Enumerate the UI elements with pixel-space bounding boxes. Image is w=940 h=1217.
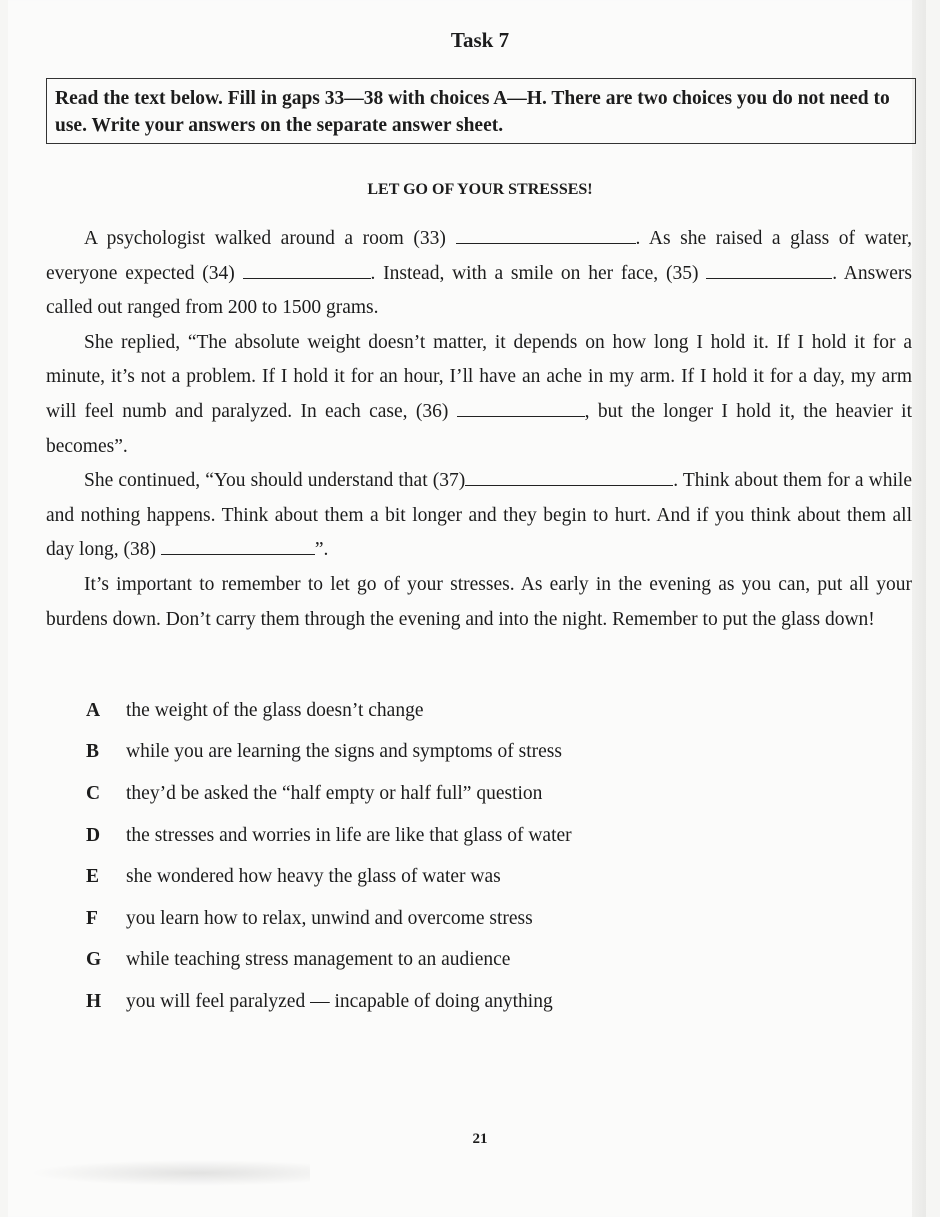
gap-35[interactable] [706, 258, 832, 279]
option-text: you learn how to relax, unwind and overcome stress [126, 907, 533, 929]
option-e [86, 856, 846, 898]
scan-smudge [30, 1160, 310, 1186]
option-text: the stresses and worries in life are like that glass of water [126, 824, 572, 846]
gap-33[interactable] [456, 223, 636, 244]
gap-36[interactable] [457, 396, 585, 417]
option-letter: C [86, 782, 101, 804]
answer-options [86, 690, 846, 1023]
option-text: you will feel paralyzed — incapable of doing anything [126, 990, 553, 1012]
paragraph-1: A psychologist walked around a room (33) . As she raised a glass of water, everyone expected (34) . Instead, with a smile on her face, (35) . Answers called out ranged from 200 to 1500 grams. [46, 222, 912, 326]
reading-text [46, 222, 912, 637]
option-c [86, 773, 846, 815]
paragraph-3: She continued, “You should understand that (37) . Think about them for a while and nothing happens. Think about them a bit longer and they begin to hurt. And if you think about them all day long, (38) ”. [46, 464, 912, 568]
option-f [86, 898, 846, 940]
option-h [86, 981, 846, 1023]
task-title: Task 7 [450, 28, 510, 52]
option-text: while you are learning the signs and symptoms of stress [126, 741, 562, 763]
option-text: she wondered how heavy the glass of water was [126, 866, 501, 888]
option-letter: B [86, 741, 100, 763]
option-g [86, 940, 846, 982]
option-text: while teaching stress management to an audience [126, 949, 511, 971]
option-text: the weight of the glass doesn’t change [126, 699, 424, 721]
paragraph-2: She replied, “The absolute weight doesn’t matter, it depends on how long I hold it. If I hold it for a minute, it’s not a problem. If I hold it for an hour, I’ll have an ache in my arm. If I hold it for a day, my arm will feel numb and paralyzed. In each case, (36) , but the longer I hold it, the heavier it becomes”. [46, 331, 912, 457]
option-a [86, 690, 846, 732]
gap-38[interactable] [161, 534, 315, 555]
text-title: LET GO OF YOUR STRESSES! [367, 181, 593, 198]
option-b [86, 732, 846, 774]
option-letter: H [86, 990, 102, 1012]
page-number: 21 [472, 1131, 488, 1147]
option-letter: E [86, 866, 100, 888]
instructions-box: Read the text below. Fill in gaps 33—38 with choices A—H. There are two choices you do not need to use. Write your answers on the separate answer sheet. [46, 78, 916, 144]
option-text: they’d be asked the “half empty or half full” question [126, 782, 543, 804]
option-d [86, 815, 846, 857]
option-letter: A [86, 699, 101, 721]
gap-34[interactable] [243, 258, 371, 279]
gap-37[interactable] [465, 465, 673, 486]
option-letter: D [86, 824, 101, 846]
option-letter: G [86, 949, 102, 971]
paragraph-4: It’s important to remember to let go of your stresses. As early in the evening as you can, put all your burdens down. Don’t carry them through the evening and into the night. Remember to put the glass down! [46, 573, 912, 630]
option-letter: F [86, 907, 98, 929]
